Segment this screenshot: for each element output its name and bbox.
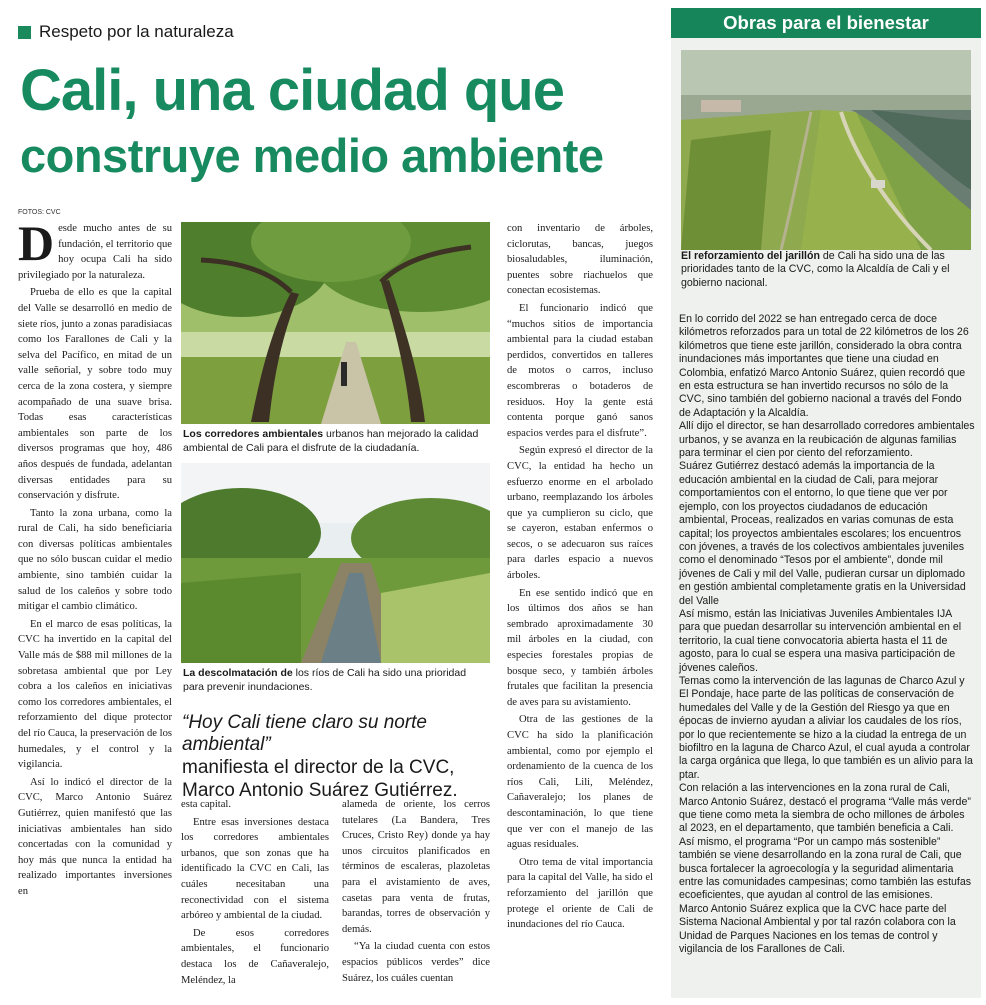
drop-cap: D xyxy=(18,215,55,271)
sidebar-title: Obras para el bienestar xyxy=(671,8,981,38)
photo-river-channel xyxy=(181,463,490,663)
photo-tree-corridor xyxy=(181,222,490,424)
sidebar-paragraph: Así mismo, el programa “Por un campo más sostenible” también se viene desarrollando en la zona rural de Cali, que busca fortalecer la agroecología y la seguridad alimentaria entre las comunidades campesinas; como también las estufas ecoeficientes, que ayudan al control de las emisiones. xyxy=(679,835,972,902)
article-paragraph: De esos corredores ambientales, el funcionario destaca los de Cañaveralejo, Meléndez, la xyxy=(181,927,329,986)
article-column-3 xyxy=(342,797,490,988)
article-paragraph: “Ya la ciudad cuenta con estos espacios públicos verdes” dice Suárez, los cuáles cuentan xyxy=(342,941,490,984)
article-paragraph: Otra de las gestiones de la CVC ha sido la planificación ambiental, como por ejemplo el ordenamiento de la cuenca de los ríos Cali, Lili, Meléndez, Cañaveralejo; los planes de descontaminación, lo que tiene que ver con el manejo de las aguas residuales. xyxy=(507,714,653,851)
article-paragraph: En el marco de esas políticas, la CVC ha invertido en la capital del Valle más de $88 mil millones de la sobretasa ambiental que por Ley cobra a los caleños en iniciativas como los corredores ambientales, el reforzamiento del dique protector del río Cauca, la preservación de los humedales, y el control y la vigilancia. xyxy=(18,618,172,771)
pull-quote-highlight: “Hoy Cali tiene claro su norte ambiental” xyxy=(182,712,427,755)
article-paragraph: Prueba de ello es que la capital del Valle se desarrolló en medio de siete ríos, junto a zonas paradisiacas como los Farallones de Cali y la selva del Pacífico, en mitad de un valle señorial, y sobre todo muy cerca de la zona costera, y siempre acompañado de una suave brisa. Todas esas características ambientales son parte de los diversos programas que hoy, 486 años después de fundada, adelantan diversas entidades para su conservación y disfrute. xyxy=(18,287,172,502)
sidebar-paragraph: Suárez Gutiérrez destacó además la importancia de la educación ambiental en la ciudad de Cali, para mejorar comportamientos con el entorno, lo que tiene que ver por ejemplo, con los proyectos ciudadanos de educación ambiental, Proceas, realizados en varias comunas de esta capital; los proyectos ambientales escolares; los encuentros con jóvenes, a través de los colectivos ambientales juveniles como el denominado “Tesos por el ambiente”, donde mil jóvenes de Cali y mil del Valle, pudieran cursar un diplomado en gestión ambiental completamente gratis en la Universidad del Valle xyxy=(679,460,966,607)
article-paragraph: Desde mucho antes de su fundación, el territorio que hoy ocupa Cali ha sido privilegiado por la naturaleza. xyxy=(18,215,172,281)
article-title-line2: construye medio ambiente xyxy=(20,129,604,182)
sidebar-paragraph: Temas como la intervención de las lagunas de Charco Azul y El Pondaje, hace parte de las políticas de conservación de humedales del Valle y de la Gestión del Riesgo ya que en épocas de invierno ayudan a aliviar los caudales de los ríos, por lo que recientemente se hizo a la ciudad la entrega de un biofiltro en la laguna de Charco Azul, el cual ayuda a controlar la carga orgánica que llega, lo que también es un alivio para la ptar. xyxy=(679,674,973,781)
article-paragraph: Otro tema de vital importancia para la capital del Valle, ha sido el reforzamiento del jarillón que protege el oriente de Cali de inundaciones del río Cauca. xyxy=(507,856,653,931)
article-column-1 xyxy=(18,215,172,902)
sidebar-box xyxy=(671,8,981,998)
photo-caption-river: La descolmatación de los ríos de Cali ha sido una prioridad para prevenir inundaciones. xyxy=(183,667,467,693)
kicker-label: Respeto por la naturaleza xyxy=(39,22,234,41)
section-kicker xyxy=(18,22,234,42)
sidebar-body xyxy=(679,313,975,957)
article-paragraph: Entre esas inversiones destaca los corredores ambientales urbanos, que son zonas que ha identificado la CVC en Cali, las cuáles necesitaban una reconectividad con el sistema arbóreo y ambiental de la ciudad. xyxy=(181,816,329,922)
kicker-square-icon xyxy=(18,26,31,39)
article-paragraph: Según expresó el director de la CVC, la entidad ha hecho un esfuerzo enorme en el arbolado urbano, reemplazando los árboles que ya cumplieron su ciclo, que se cayeron, estaban enfermos o secos, o se adecuaron sus raíces para darles espacio a nuevos árboles. xyxy=(507,445,653,582)
sidebar-paragraph: Con relación a las intervenciones en la zona rural de Cali, Marco Antonio Suárez, destacó el programa “Valle más verde” que tiene como meta la siembra de ocho millones de árboles al 2023, en el departamento, que también beneficia a Cali. xyxy=(679,782,971,835)
pull-quote xyxy=(182,712,502,802)
sidebar-paragraph: Así mismo, están las Iniciativas Juveniles Ambientales IJA para que puedan desarrollar su intervención ambiental en el territorio, la cual tiene convocatoria abierta hasta el 11 de agosto, para lo cual se espera una masiva participación de jóvenes caleños. xyxy=(679,607,962,674)
sidebar-paragraph: Allí dijo el director, se han desarrollado corredores ambientales urbanos, y se avanza en la reubicación de algunas familias para terminar el cien por ciento del reforzamiento. xyxy=(679,420,975,460)
article-paragraph: alameda de oriente, los cerros tutelares (La Bandera, Tres Cruces, Cristo Rey) donde ya hay unos circuitos planificados en términos de escaleras, plazoletas para el avistamiento de aves, casetas para venta de frutas, barandas, torres de observación y demás. xyxy=(342,799,490,935)
article-paragraph: con inventario de árboles, ciclorutas, bancas, juegos biosaludables, iluminación, puentes sobre riachuelos que conectan ecosistemas. xyxy=(507,223,653,297)
sidebar-photo-caption: El reforzamiento del jarillón de Cali ha sido una de las prioridades tanto de la CVC, como la Alcaldía de Cali y el gobierno nacional. xyxy=(681,250,950,289)
photo-levee-aerial xyxy=(681,50,971,250)
sidebar-paragraph: En lo corrido del 2022 se han entregado cerca de doce kilómetros reforzados para un total de 22 kilómetros de los 26 kilómetros que tiene este jarillón, considerado la obra contra inundaciones más importantes que tiene una ciudad en Colombia, enfatizó Marco Antonio Suárez, quien recordó que en esta estructura se han invertido recursos no sólo de la CVC, sino también del gobierno nacional a través del Fondo de Adaptación y la Alcaldía. xyxy=(679,313,969,419)
photo-caption-corridors: Los corredores ambientales urbanos han mejorado la calidad ambiental de Cali para el disfrute de la ciudadanía. xyxy=(183,428,479,454)
article-title xyxy=(20,58,665,182)
article-title-line1: Cali, una ciudad que xyxy=(20,58,564,123)
article-column-2 xyxy=(181,797,329,990)
sidebar-paragraph: Marco Antonio Suárez explica que la CVC hace parte del Sistema Nacional Ambiental y por tal razón colabora con la Unidad de Parques Naciones en los temas de control y vigilancia de los Farallones de Cali. xyxy=(679,902,956,956)
pull-quote-body: manifiesta el director de la CVC, Marco Antonio Suárez Gutiérrez. xyxy=(182,757,458,801)
article-column-4 xyxy=(507,221,653,935)
article-paragraph: Tanto la zona urbana, como la rural de Cali, ha sido beneficiaria con diversas políticas ambientales que no sólo buscan cuidar el medio ambiente, sino también cuidar la salud de los caleños y sobre todo mitigar el cambio climático. xyxy=(18,507,172,613)
photo-credit: FOTOS: CVC xyxy=(18,209,61,216)
article-paragraph: esta capital. xyxy=(181,799,231,810)
article-paragraph: El funcionario indicó que “muchos sitios de importancia ambiental para la ciudad estaban perdidos, convertidos en talleres de motos o carros, incluso escombreras o botaderos de residuos. Hoy la gente está contenta porque ganó sanos espacios verdes para el disfrute”. xyxy=(507,302,653,439)
article-paragraph: En ese sentido indicó que en los últimos dos años se han sembrado aproximadamente 30 mil árboles en la ciudad, con especies forestales propias de bosque seco, y también árboles frutales que facilitan la presencia de aves para su avistamiento. xyxy=(507,587,653,708)
article-paragraph: Así lo indicó el director de la CVC, Marco Antonio Suárez Gutiérrez, quien manifestó que las iniciativas ambientales han sido concertadas con la comunidad y hoy más que nunca la entidad ha realizado importantes inversiones en xyxy=(18,776,172,897)
